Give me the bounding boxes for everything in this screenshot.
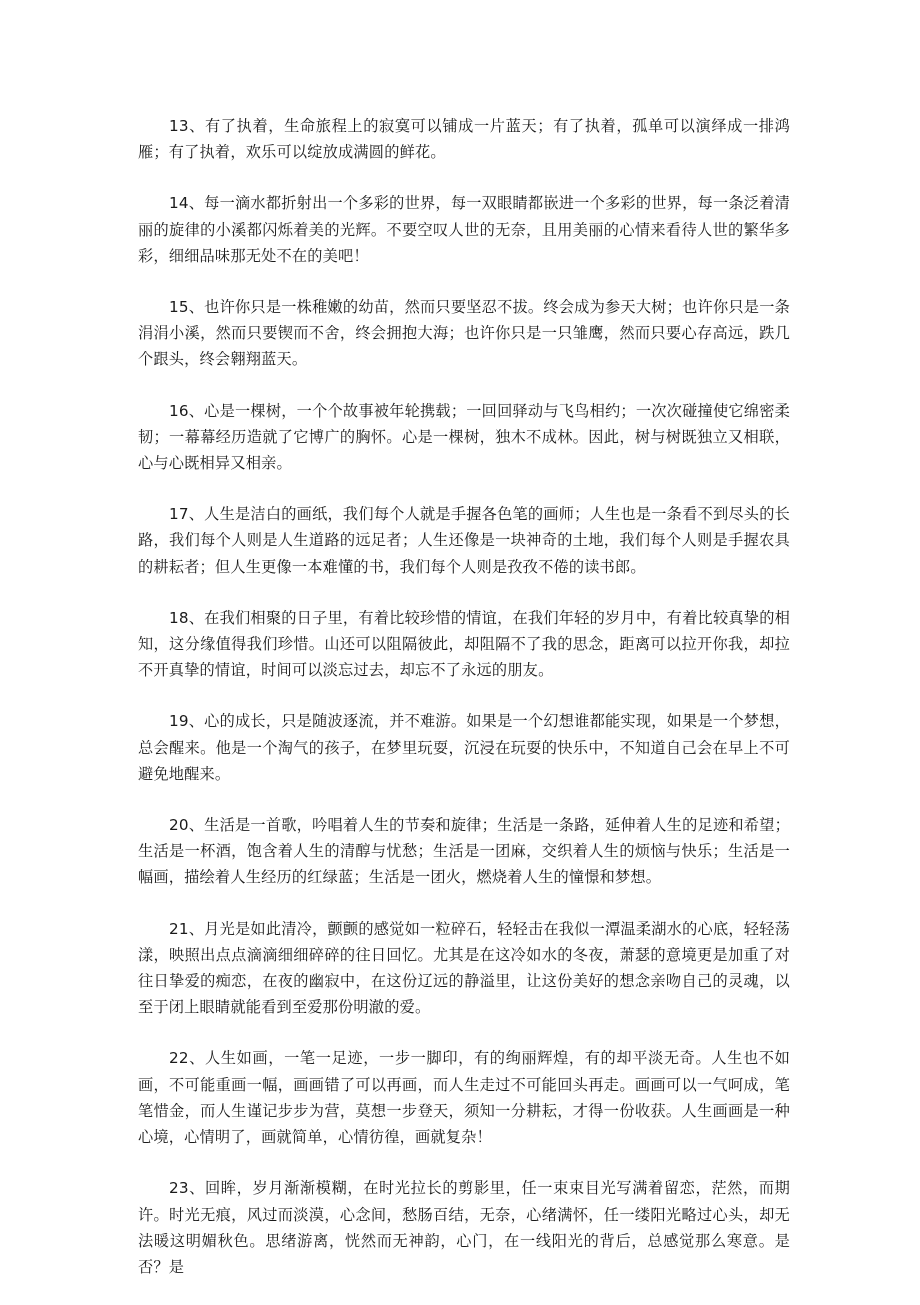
paragraph-20: 20、生活是一首歌，吟唱着人生的节奏和旋律；生活是一条路，延伸着人生的足迹和希望；生活是一杯酒，饱含着人生的清醇与忧愁；生活是一团麻，交织着人生的烦恼与快乐；生活是一幅画，描绘着人生经历的红绿蓝；生活是一团火，燃烧着人生的憧憬和梦想。 [138, 816, 790, 887]
paragraph-23: 23、回眸，岁月渐渐模糊，在时光拉长的剪影里，任一束束目光写满着留恋，茫然，而期许。时光无痕，风过而淡漠，心念间，愁肠百结，无奈，心绪满怀，任一缕阳光略过心头，却无法暖这明媚秋色。思绪游离，恍然而无神韵，心门，在一线阳光的背后，总感觉那么寒意。是否？是 [138, 1179, 790, 1276]
paragraph-22: 22、人生如画，一笔一足迹，一步一脚印，有的绚丽辉煌，有的却平淡无奇。人生也不如画，不可能重画一幅，画画错了可以再画，而人生走过不可能回头再走。画画可以一气呵成，笔笔惜金，而人生谨记步步为营，莫想一步登天，须知一分耕耘，才得一份收获。人生画画是一种心境，心情明了，画就简单，心情彷徨，画就复杂！ [138, 1049, 790, 1147]
document-body [138, 113, 790, 1305]
paragraph-14: 14、每一滴水都折射出一个多彩的世界，每一双眼睛都嵌进一个多彩的世界，每一条泛着清丽的旋律的小溪都闪烁着美的光辉。不要空叹人世的无奈，且用美丽的心情来看待人世的繁华多彩，细细品味那无处不在的美吧！ [138, 194, 790, 265]
paragraph-18: 18、在我们相聚的日子里，有着比较珍惜的情谊，在我们年轻的岁月中，有着比较真挚的相知，这分缘值得我们珍惜。山还可以阻隔彼此，却阻隔不了我的思念，距离可以拉开你我，却拉不开真挚的情谊，时间可以淡忘过去，却忘不了永远的朋友。 [138, 608, 790, 680]
paragraph-21: 21、月光是如此清冷，颤颤的感觉如一粒碎石，轻轻击在我似一潭温柔湖水的心底，轻轻荡漾，映照出点点滴滴细细碎碎的往日回忆。尤其是在这冷如水的冬夜，萧瑟的意境更是加重了对往日挚爱的痴恋，在夜的幽寂中，在这份辽远的静溢里，让这份美好的想念亲吻自己的灵魂，以至于闭上眼睛就能看到至爱那份明澈的爱。 [138, 919, 790, 1017]
paragraph-13: 13、有了执着，生命旅程上的寂寞可以铺成一片蓝天；有了执着，孤单可以演绎成一排鸿雁；有了执着，欢乐可以绽放成满圆的鲜花。 [138, 117, 790, 162]
paragraph-17: 17、人生是洁白的画纸，我们每个人就是手握各色笔的画师；人生也是一条看不到尽头的长路，我们每个人则是人生道路的远足者；人生还像是一块神奇的土地，我们每个人则是手握农具的耕耘者；但人生更像一本难懂的书，我们每个人则是孜孜不倦的读书郎。 [138, 505, 790, 576]
paragraph-19: 19、心的成长，只是随波逐流，并不难游。如果是一个幻想谁都能实现，如果是一个梦想，总会醒来。他是一个淘气的孩子，在梦里玩耍，沉浸在玩耍的快乐中，不知道自己会在早上不可避免地醒来。 [138, 712, 790, 783]
paragraph-16: 16、心是一棵树，一个个故事被年轮携载；一回回驿动与飞鸟相约；一次次碰撞使它绵密柔韧；一幕幕经历造就了它博广的胸怀。心是一棵树，独木不成林。因此，树与树既独立又相联，心与心既相异又相亲。 [138, 401, 790, 473]
paragraph-15: 15、也许你只是一株稚嫩的幼苗，然而只要坚忍不拔。终会成为参天大树；也许你只是一条涓涓小溪，然而只要锲而不舍，终会拥抱大海；也许你只是一只雏鹰，然而只要心存高远，跌几个跟头，终会翱翔蓝天。 [138, 298, 790, 369]
